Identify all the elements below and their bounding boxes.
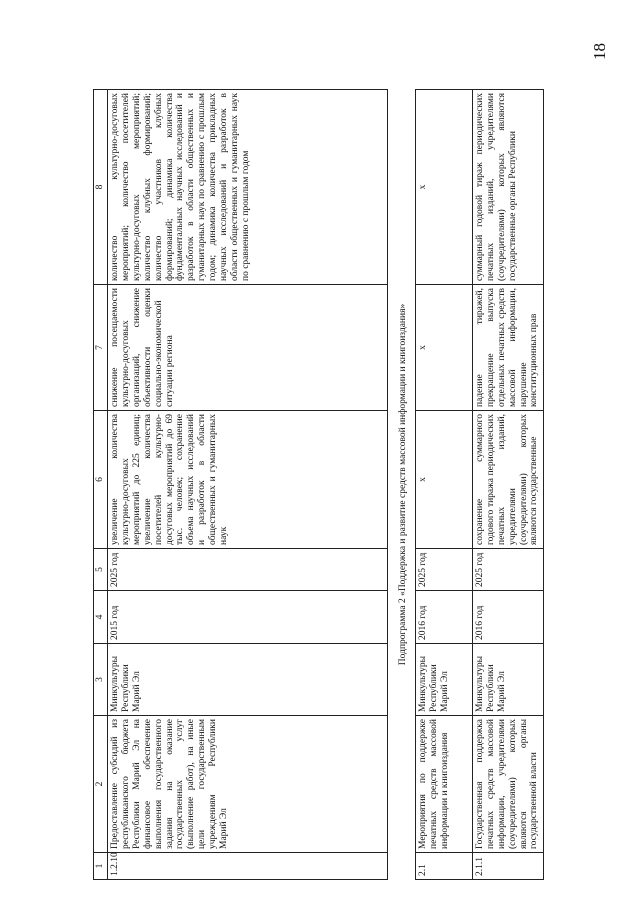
start-year: 2016 год <box>415 591 472 644</box>
executor: Минкультуры Республики Марий Эл <box>415 644 472 716</box>
end-year: 2025 год <box>415 549 472 591</box>
program-table <box>93 89 544 880</box>
expected-result: увеличение количества культурно-досуговых мероприятий до 225 единиц; увеличение количества посетителей культурно-досуговых мероприятий до 69 тыс. человек; сохранение объема научных исследований и разработок в области общественных и гуманитарных наук <box>107 411 387 549</box>
header-row <box>94 90 108 880</box>
indicators: количество культурно-досуговых мероприятий; количество посетителей культурно-досуговых мероприятий; количество клубных формирований; количество участников клубных формирований; динамика количества фундаментальных научных исследований и разработок в области общественных и гуманитарных наук по сравнению с прошлым годом; динамика количества прикладных научных исследований и разработок в области общественных и гуманитарных наук по сравнению с прошлым годом <box>107 90 387 285</box>
table-row <box>107 90 387 880</box>
section-title: Подпрограмма 2 «Поддержка и развитие средств массовой информации и книгоиздания» <box>387 90 415 880</box>
header-cell: 1 <box>94 853 108 880</box>
header-cell: 8 <box>94 90 108 285</box>
indicators: суммарный годовой тираж периодических печатных изданий, учредителями (соучредителями) которых являются государственные органы Республики <box>472 90 543 285</box>
row-number: 1.2.10 <box>107 853 387 880</box>
measure-name: Мероприятия по поддержке печатных средств массовой информации и книгоиздания <box>415 716 472 853</box>
table-row <box>415 90 472 880</box>
header-cell: 2 <box>94 716 108 853</box>
end-year: 2025 год <box>472 549 543 591</box>
expected-result: сохранение суммарного годового тиража периодических печатных изданий, учредителями (соучредителями) которых являются государственные <box>472 411 543 549</box>
expected-result: х <box>415 411 472 549</box>
page-number: 18 <box>590 43 609 60</box>
consequences: х <box>415 285 472 411</box>
row-number: 2.1 <box>415 853 472 880</box>
header-cell: 7 <box>94 285 108 411</box>
header-cell: 6 <box>94 411 108 549</box>
table-row <box>472 90 543 880</box>
measure-name: Предоставление субсидий из республиканского бюджета Республики Марий Эл на финансовое обеспечение выполнения государственного задания на оказание государственных услуг (выполнение работ), на иные цели государственным учреждениям Республики Марий Эл <box>107 716 387 853</box>
rotated-table-container <box>93 90 573 880</box>
consequences: снижение посещаемости культурно-досуговых организаций, снижение объективности оценки социально-экономической ситуации региона <box>107 285 387 411</box>
measure-name: Государственная поддержка печатных средств массовой информации, учредителями (соучредителями) которых являются органы государственной власти <box>472 716 543 853</box>
header-cell: 5 <box>94 549 108 591</box>
header-cell: 3 <box>94 644 108 716</box>
start-year: 2015 год <box>107 591 387 644</box>
indicators: х <box>415 90 472 285</box>
row-number: 2.1.1 <box>472 853 543 880</box>
executor: Минкультуры Республики Марий Эл <box>472 644 543 716</box>
section-row <box>387 90 415 880</box>
header-cell: 4 <box>94 591 108 644</box>
end-year: 2025 год <box>107 549 387 591</box>
consequences: падение тиражей, прекращение выпуска отдельных печатных средств массовой информации, нарушение конституционных прав <box>472 285 543 411</box>
executor: Минкультуры Республики Марий Эл <box>107 644 387 716</box>
start-year: 2016 год <box>472 591 543 644</box>
